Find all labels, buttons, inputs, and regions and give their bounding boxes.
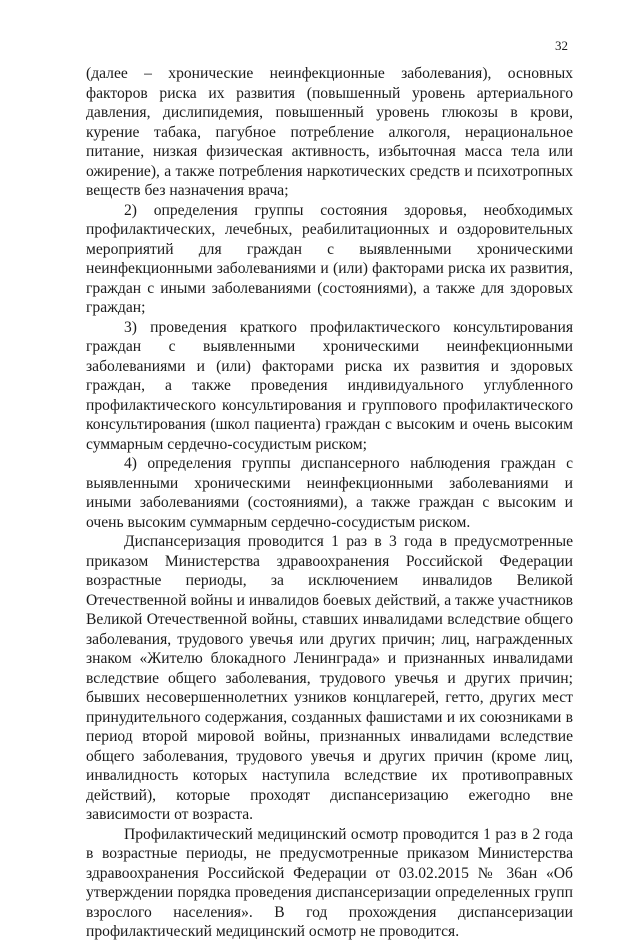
paragraph-preventive-exam: Профилактический медицинский осмотр проводится 1 раз в 2 года в возрастные периоды, не предусмотренные приказом Министерства здравоохранения Российской Федерации от 03.02.2015 № 36ан «Об утверждении порядка проведения диспансеризации определенных групп взрослого населения». В год прохождения диспансеризации профилактический медицинский осмотр не проводится.: [86, 825, 573, 940]
paragraph-item-4: 4) определения группы диспансерного наблюдения граждан с выявленными хроническими неинфекционными заболеваниями и иными заболеваниями (состояниями), а также граждан с высоким и очень высоким суммарным сердечно-сосудистым риском.: [86, 455, 573, 531]
paragraph-continuation: (далее – хронические неинфекционные заболевания), основных факторов риска их развития (повышенный уровень артериального давления, дислипидемия, повышенный уровень глюкозы в крови, курение табака, пагубное потребление алкоголя, нерациональное питание, низкая физическая активность, избыточная масса тела или ожирение), а также потребления наркотических средств и психотропных веществ без назначения врача;: [86, 65, 573, 199]
document-body: [86, 64, 573, 942]
paragraph-item-3: 3) проведения краткого профилактического консультирования граждан с выявленными хроническими неинфекционными заболеваниями и (или) факторами риска их развития и здоровых граждан, а также проведения индивидуального углубленного профилактического консультирования и группового профилактического консультирования (школ пациента) граждан с высоким и очень высоким суммарным сердечно-сосудистым риском;: [86, 318, 573, 453]
paragraph-dispanserization: Диспансеризация проводится 1 раз в 3 года в предусмотренные приказом Министерства здравоохранения Российской Федерации возрастные периоды, за исключением инвалидов Великой Отечественной войны и инвалидов боевых действий, а также участников Великой Отечественной войны, ставших инвалидами вследствие общего заболевания, трудового увечья или других причин; лиц, награжденных знаком «Жителю блокадного Ленинграда» и признанных инвалидами вследствие общего заболевания, трудового увечья и других причин; бывших несовершеннолетних узников концлагерей, гетто, других мест принудительного содержания, созданных фашистами и их союзниками в период второй мировой войны, признанных инвалидами вследствие общего заболевания, трудового увечья и других причин (кроме лиц, инвалидность которых наступила вследствие их противоправных действий), которые проходят диспансеризацию ежегодно вне зависимости от возраста.: [86, 533, 573, 823]
paragraph-item-2: 2) определения группы состояния здоровья, необходимых профилактических, лечебных, реабилитационных и оздоровительных мероприятий для граждан с выявленными хроническими неинфекционными заболеваниями и (или) факторами риска их развития, граждан с иными заболеваниями (состояниями), а также для здоровых граждан;: [86, 201, 573, 316]
page-number: 32: [555, 38, 568, 53]
